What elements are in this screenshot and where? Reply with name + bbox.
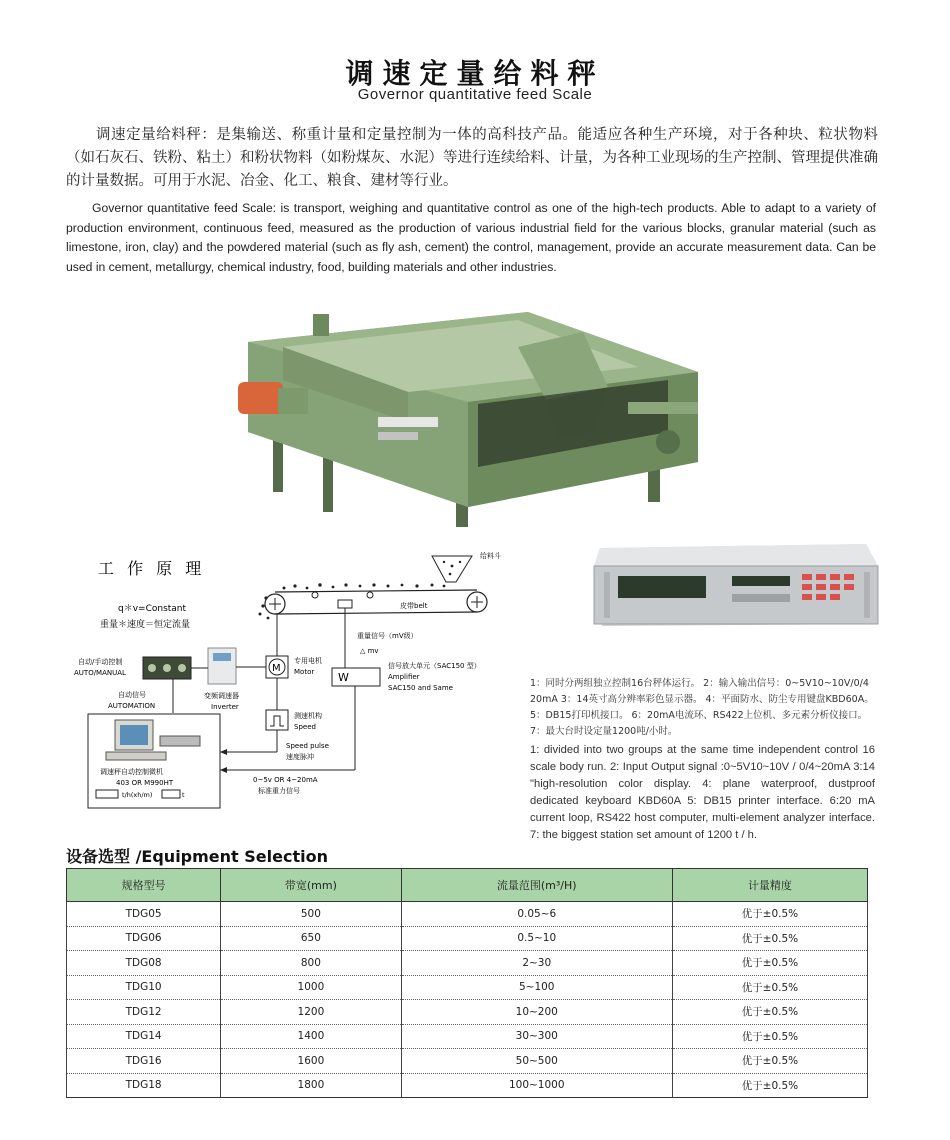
computer-frame xyxy=(88,714,220,808)
table-cell: 1000 xyxy=(221,975,401,1000)
controller-photo xyxy=(592,542,882,628)
table-cell: 优于±0.5% xyxy=(672,902,867,927)
signal-cn-label: 标准重力信号 xyxy=(258,787,300,795)
table-row xyxy=(67,951,868,976)
formula-cn-label: 重量＊速度＝恒定流量 xyxy=(100,620,191,630)
selection-title: 设备选型 /Equipment Selection xyxy=(66,847,328,866)
amplifier-cn-label: 信号放大单元（SAC150 型） xyxy=(388,662,481,670)
table-cell: 优于±0.5% xyxy=(672,1049,867,1074)
formula-label: q＊v=Constant xyxy=(118,604,187,614)
unit-t-label: t xyxy=(182,791,185,799)
table-cell: 1400 xyxy=(221,1024,401,1049)
table-cell: 优于±0.5% xyxy=(672,926,867,951)
table-cell: TDG18 xyxy=(67,1073,221,1098)
weight-signal-label: 重量信号（mV级） xyxy=(357,632,418,640)
table-cell: TDG06 xyxy=(67,926,221,951)
column-header: 带宽(mm) xyxy=(221,869,401,902)
auto-manual-en-label: AUTO/MANUAL xyxy=(74,669,126,677)
auto-manual-cn-label: 自动/手动控制 xyxy=(78,658,123,666)
automation-cn-label: 自动信号 xyxy=(118,691,146,699)
selection-table xyxy=(66,868,868,1098)
table-cell: 800 xyxy=(221,951,401,976)
motor-symbol: M xyxy=(272,663,281,674)
signal-label: 0~5v OR 4~20mA xyxy=(253,776,318,784)
table-cell: 650 xyxy=(221,926,401,951)
table-row xyxy=(67,975,868,1000)
features-chinese: 1：同时分两组独立控制16台秤体运行。 2：输入输出信号：0~5V10~10V/0/4 20mA 3：14英寸高分辨率彩色显示器。 4：平面防水、防尘专用键盘KBD60A。 5：DB15打印机接口。 6：20mA电流环、RS422上位机、多元素分析仪接口。 7：最大台时设定量1200吨/小时。 xyxy=(530,678,874,737)
table-row xyxy=(67,1073,868,1098)
table-header-row xyxy=(67,869,868,902)
amplifier-symbol: W xyxy=(338,671,349,684)
table-cell: 30~300 xyxy=(401,1024,672,1049)
table-cell: 100~1000 xyxy=(401,1073,672,1098)
column-header: 计量精度 xyxy=(672,869,867,902)
hopper-label: 给料斗 xyxy=(480,552,501,560)
table-cell: 1800 xyxy=(221,1073,401,1098)
table-cell: 0.5~10 xyxy=(401,926,672,951)
table-cell: TDG14 xyxy=(67,1024,221,1049)
inverter-en-label: Inverter xyxy=(211,703,239,711)
table-cell: 优于±0.5% xyxy=(672,975,867,1000)
speed-en-label: Speed xyxy=(294,723,316,731)
table-cell: TDG12 xyxy=(67,1000,221,1025)
table-row xyxy=(67,902,868,927)
table-cell: 5~100 xyxy=(401,975,672,1000)
table-cell: TDG08 xyxy=(67,951,221,976)
feeder-scale-photo xyxy=(228,292,713,532)
unit-rate-label: t/h(xh/m) xyxy=(122,791,153,799)
amplifier-model-label: SAC150 and Same xyxy=(388,684,453,692)
table-cell: 优于±0.5% xyxy=(672,1024,867,1049)
table-cell: 10~200 xyxy=(401,1000,672,1025)
computer-model-label: 403 OR M990HT xyxy=(116,779,174,787)
table-cell: 优于±0.5% xyxy=(672,1073,867,1098)
features-english: 1: divided into two groups at the same time independent control 16 scale body run. 2: Input Output signal :0~5V10~10V / 0/4~20mA 3:14 "high-resolution color display. 4: plane waterproof, dustproof dedicated keyboard KBD60A 5: DB15 printer interface. 6:20 mA current loop, RS422 host computer, multi-element analyzer interface. 7: the biggest station set amount of 1200 t / h. xyxy=(530,744,875,841)
table-cell: 2~30 xyxy=(401,951,672,976)
inverter-cn-label: 变频调速器 xyxy=(204,692,239,700)
speed-cn-label: 测速机构 xyxy=(294,712,322,720)
amplifier-en-label: Amplifier xyxy=(388,673,420,681)
motor-en-label: Motor xyxy=(294,668,315,676)
table-cell: 0.05~6 xyxy=(401,902,672,927)
table-cell: 优于±0.5% xyxy=(672,951,867,976)
intro-english: Governor quantitative feed Scale: is transport, weighing and quantitative control as one of the high-tech products. Able to adapt to a variety of production environment, continuous feed, measured as the production of various industrial field for the various blocks, granular material (such as limestone, iron, clay) and the powdered material (such as fly ash, cement) the control, management, provide an accurate measurement data. Can be used in cement, metallurgy, chemical industry, food, building materials and other industries. xyxy=(66,201,876,274)
table-cell: TDG05 xyxy=(67,902,221,927)
motor-cn-label: 专用电机 xyxy=(294,657,322,665)
table-row xyxy=(67,1000,868,1025)
column-header: 流量范围(m³/H) xyxy=(401,869,672,902)
table-row xyxy=(67,1024,868,1049)
table-cell: 500 xyxy=(221,902,401,927)
table-cell: 优于±0.5% xyxy=(672,1000,867,1025)
table-row xyxy=(67,1049,868,1074)
automation-en-label: AUTOMATION xyxy=(108,702,156,710)
pulse-cn-label: 速度脉冲 xyxy=(286,753,314,761)
diagram-title: 工 作 原 理 xyxy=(98,559,206,578)
computer-cn-label: 调速秤自动控制微机 xyxy=(100,768,163,776)
column-header: 规格型号 xyxy=(67,869,221,902)
table-cell: 50~500 xyxy=(401,1049,672,1074)
intro-chinese: 调速定量给料秤：是集输送、称重计量和定量控制为一体的高科技产品。能适应各种生产环境，对于各种块、粒状物料（如石灰石、铁粉、粘土）和粉状物料（如粉煤灰、水泥）等进行连续给料、计量，为各种工业现场的生产控制、管理提供准确的计量数据。可用于水泥、冶金、化工、粮食、建材等行业。 xyxy=(66,127,878,189)
mv-label: △ mv xyxy=(360,647,379,655)
table-cell: TDG16 xyxy=(67,1049,221,1074)
table-cell: 1200 xyxy=(221,1000,401,1025)
speed-box xyxy=(266,710,288,730)
table-cell: 1600 xyxy=(221,1049,401,1074)
page-title: 调速定量给料秤 xyxy=(345,57,605,90)
pulse-en-label: Speed pulse xyxy=(286,742,329,750)
working-principle-diagram xyxy=(70,548,530,810)
belt-label: 皮带belt xyxy=(400,602,428,610)
table-cell: TDG10 xyxy=(67,975,221,1000)
table-row xyxy=(67,926,868,951)
page-subtitle: Governor quantitative feed Scale xyxy=(357,86,593,103)
